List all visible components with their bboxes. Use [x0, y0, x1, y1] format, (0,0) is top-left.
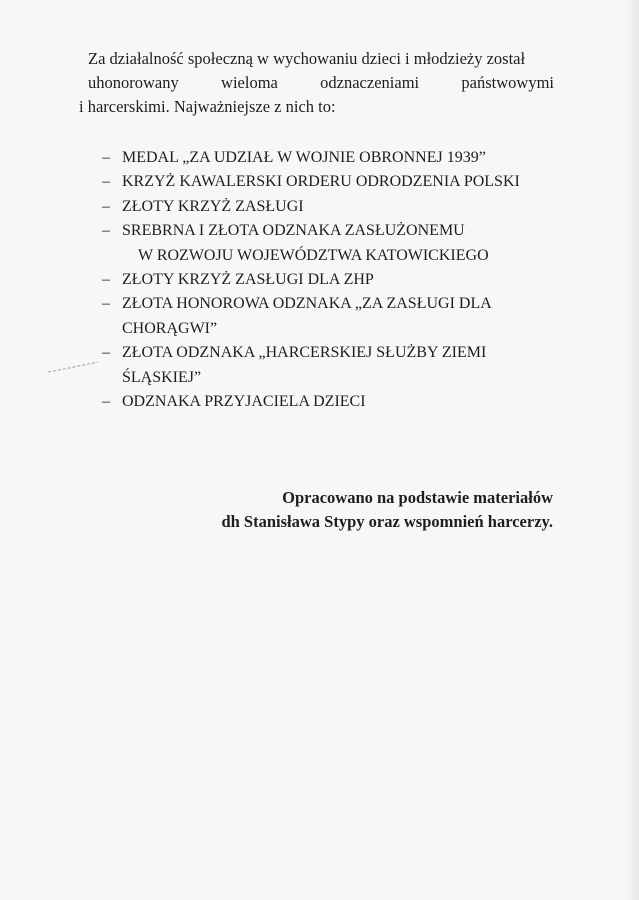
- award-name: KRZYŻ KAWALERSKI ORDERU ODRODZENIA POLSKI: [122, 173, 520, 191]
- award-name: SREBRNA I ZŁOTA ODZNAKA ZASŁUŻONEMU: [122, 222, 465, 240]
- credit-note: [221, 486, 553, 534]
- list-dash: –: [102, 271, 110, 289]
- award-name-continued: ŚLĄSKIEJ”: [122, 368, 202, 386]
- intro-line-2: uhonorowany wieloma odznaczeniami państwowymi: [88, 73, 554, 92]
- award-item: [102, 170, 572, 194]
- credit-line-1: Opracowano na podstawie materiałów: [282, 488, 553, 507]
- award-item: [102, 292, 572, 341]
- award-item: [102, 390, 572, 414]
- pencil-mark: [46, 352, 106, 376]
- intro-paragraph: [79, 47, 554, 119]
- award-item: [102, 219, 572, 268]
- page-edge-shadow: [625, 0, 639, 900]
- award-name: ZŁOTY KRZYŻ ZASŁUGI DLA ZHP: [122, 271, 374, 289]
- awards-list: [102, 146, 572, 414]
- list-dash: –: [102, 295, 110, 313]
- award-item: [102, 341, 572, 390]
- award-item: [102, 268, 572, 292]
- intro-line-1: Za działalność społeczną w wychowaniu dzieci i młodzieży został: [88, 49, 526, 68]
- list-dash: –: [102, 393, 110, 411]
- award-name: ZŁOTA HONOROWA ODZNAKA „ZA ZASŁUGI DLA: [122, 295, 492, 313]
- list-dash: –: [102, 173, 110, 191]
- credit-line-2: dh Stanisława Stypy oraz wspomnień harcerzy.: [221, 512, 553, 531]
- award-name: ZŁOTY KRZYŻ ZASŁUGI: [122, 197, 304, 215]
- list-dash: –: [102, 344, 110, 362]
- list-dash: –: [102, 197, 110, 215]
- list-dash: –: [102, 222, 110, 240]
- award-item: [102, 146, 572, 170]
- intro-line-3: i harcerskimi. Najważniejsze z nich to:: [79, 97, 336, 116]
- award-name: ODZNAKA PRZYJACIELA DZIECI: [122, 393, 366, 411]
- list-dash: –: [102, 149, 110, 166]
- award-name: ZŁOTA ODZNAKA „HARCERSKIEJ SŁUŻBY ZIEMI: [122, 344, 487, 362]
- award-item: [102, 195, 572, 219]
- award-name-continued: CHORĄGWI”: [122, 319, 218, 337]
- award-name-continued: W ROZWOJU WOJEWÓDZTWA KATOWICKIEGO: [138, 246, 489, 264]
- award-name: MEDAL „ZA UDZIAŁ W WOJNIE OBRONNEJ 1939”: [122, 149, 486, 166]
